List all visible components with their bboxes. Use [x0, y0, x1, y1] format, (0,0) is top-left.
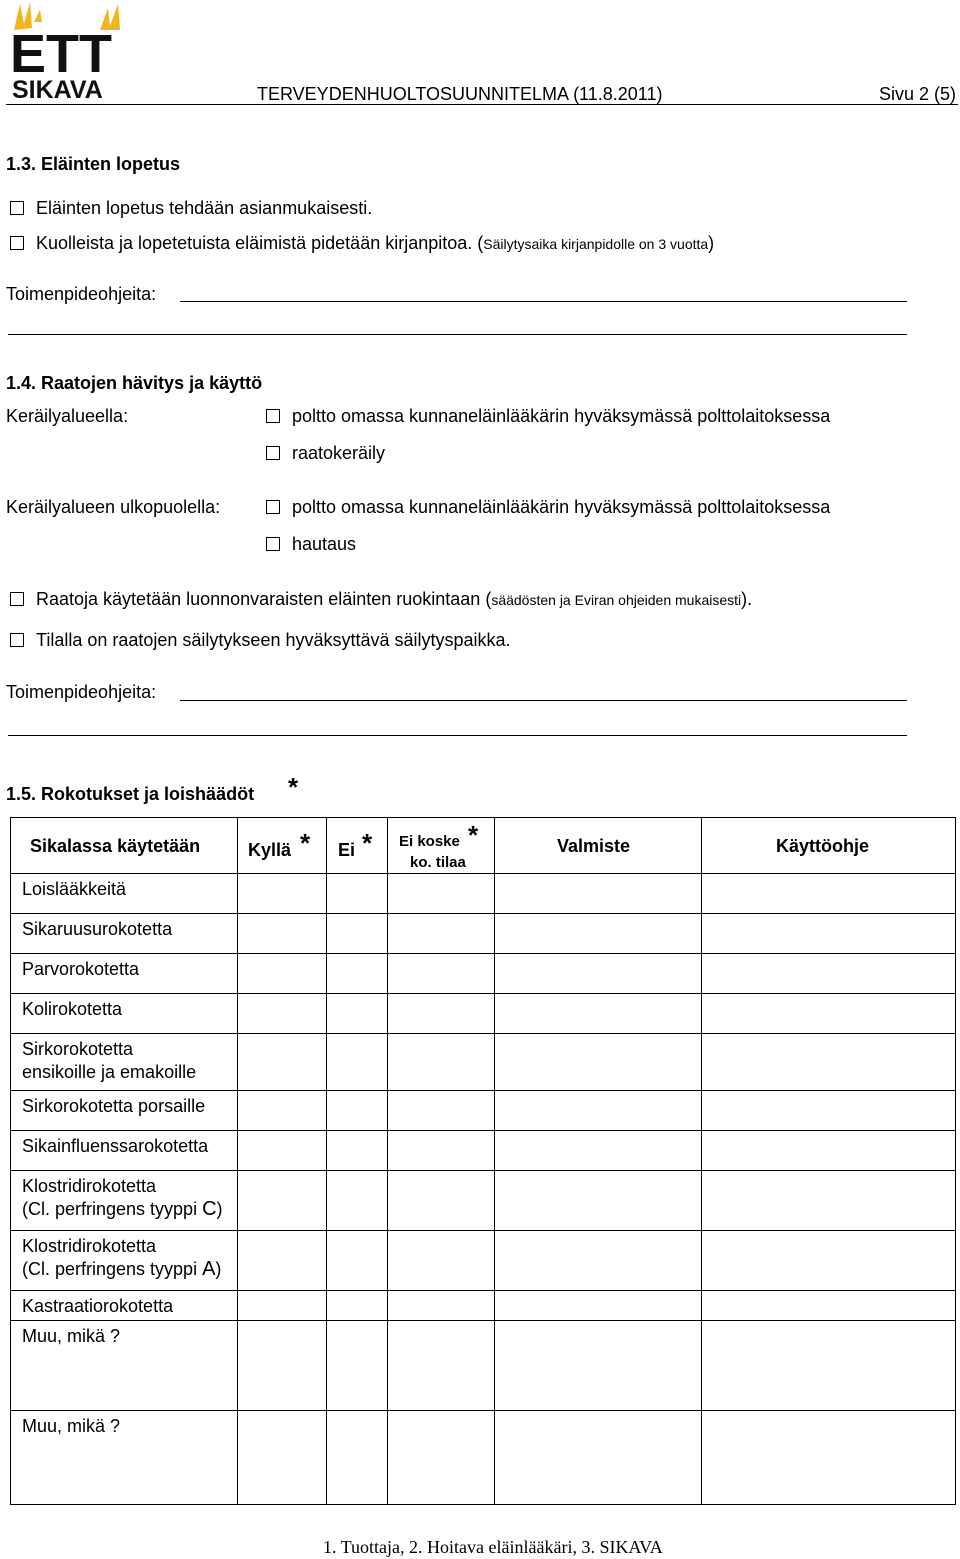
cell-yes[interactable]: [238, 954, 327, 994]
checkbox-label: hautaus: [292, 534, 357, 554]
cell-usage[interactable]: [702, 1034, 956, 1091]
table-header-row: [11, 818, 956, 874]
table-row: [11, 874, 956, 914]
cell-na[interactable]: [388, 874, 495, 914]
checkbox-label: Tilalla on raatojen säilytykseen hyväksyttävä säilytyspaikka.: [36, 630, 511, 650]
cell-yes[interactable]: [238, 914, 327, 954]
cell-yes[interactable]: [238, 1411, 327, 1505]
checkbox-row-kirjanpito: [10, 233, 714, 254]
type-letter: C: [202, 1198, 217, 1220]
cell-no[interactable]: [327, 1091, 388, 1131]
cell-usage[interactable]: [702, 1291, 956, 1321]
row-label: Sikainfluenssarokotetta: [22, 1136, 209, 1156]
note-paren-close: ): [708, 233, 715, 253]
cell-product[interactable]: [495, 1131, 702, 1171]
logo-graphic: [4, 0, 128, 104]
row-label: [11, 1231, 237, 1281]
cell-no[interactable]: [327, 914, 388, 954]
cell-usage[interactable]: [702, 1321, 956, 1411]
cell-yes[interactable]: [238, 874, 327, 914]
row-label-paren: ): [216, 1199, 223, 1219]
checkbox-row-wild-feeding: [10, 589, 752, 610]
cell-usage[interactable]: [702, 994, 956, 1034]
row-label: Sirkorokotetta porsaille: [22, 1096, 206, 1116]
cell-yes[interactable]: [238, 1171, 327, 1231]
checkbox-row-lopetus: [10, 198, 372, 219]
asterisk: *: [288, 772, 299, 802]
cell-no[interactable]: [327, 1291, 388, 1321]
table-row: [11, 994, 956, 1034]
checkbox-row-inside-incineration: [266, 406, 830, 427]
asterisk: *: [362, 828, 373, 858]
cell-no[interactable]: [327, 1231, 388, 1291]
checkbox-row-burial: [266, 534, 356, 555]
cell-no[interactable]: [327, 1034, 388, 1091]
instructions-line[interactable]: [8, 735, 907, 736]
cell-product[interactable]: [495, 994, 702, 1034]
cell-na[interactable]: [388, 1034, 495, 1091]
table-row: [11, 914, 956, 954]
checkbox[interactable]: [10, 592, 24, 606]
cell-product[interactable]: [495, 1091, 702, 1131]
cell-usage[interactable]: [702, 1411, 956, 1505]
table-row: [11, 1131, 956, 1171]
cell-yes[interactable]: [238, 1034, 327, 1091]
checkbox[interactable]: [10, 201, 24, 215]
cell-na[interactable]: [388, 914, 495, 954]
cell-no[interactable]: [327, 874, 388, 914]
asterisk: *: [300, 828, 311, 858]
outside-area-label: Keräilyalueen ulkopuolella:: [6, 497, 221, 517]
ett-sikava-logo: [4, 0, 128, 104]
checkbox[interactable]: [10, 633, 24, 647]
checkbox-row-collection: [266, 443, 385, 464]
row-label-paren: ): [215, 1259, 222, 1279]
cell-no[interactable]: [327, 1131, 388, 1171]
page-number: Sivu 2 (5): [878, 84, 956, 104]
note-paren-open: (: [480, 589, 492, 609]
row-label: Muu, mikä ?: [22, 1326, 121, 1346]
cell-na[interactable]: [388, 1411, 495, 1505]
cell-yes[interactable]: [238, 1091, 327, 1131]
cell-usage[interactable]: [702, 1171, 956, 1231]
cell-na[interactable]: [388, 994, 495, 1034]
instructions-label: Toimenpideohjeita:: [6, 682, 157, 702]
table-row: [11, 1411, 956, 1505]
col-header-yes: [238, 818, 327, 874]
asterisk: *: [468, 820, 479, 850]
col-header-no-label: Ei: [338, 840, 356, 860]
cell-no[interactable]: [327, 1171, 388, 1231]
row-label-line1: Sirkorokotetta: [22, 1039, 134, 1059]
col-header-na-line1: Ei koske: [399, 833, 460, 850]
cell-no[interactable]: [327, 1321, 388, 1411]
col-header-usage: [702, 818, 956, 874]
row-label: Parvorokotetta: [22, 959, 140, 979]
row-label: Loislääkkeitä: [22, 879, 127, 899]
checkbox-label: poltto omassa kunnaneläinlääkärin hyväksymässä polttolaitoksessa: [292, 406, 831, 426]
col-header-na-line2: ko. tilaa: [410, 854, 466, 871]
vaccination-table: [10, 817, 956, 1505]
checkbox-label: poltto omassa kunnaneläinlääkärin hyväksymässä polttolaitoksessa: [292, 497, 831, 517]
checkbox[interactable]: [266, 537, 280, 551]
col-header-used: [11, 818, 238, 874]
cell-usage[interactable]: [702, 914, 956, 954]
cell-no[interactable]: [327, 1411, 388, 1505]
cell-product[interactable]: [495, 1231, 702, 1291]
instructions-line[interactable]: [180, 301, 907, 302]
footer-legend: 1. Tuottaja, 2. Hoitava eläinlääkäri, 3. SIKAVA: [323, 1537, 663, 1557]
table-row: [11, 1291, 956, 1321]
logo-text-sikava: SIKAVA: [12, 76, 103, 104]
header-divider: [6, 104, 958, 105]
cell-product[interactable]: [495, 914, 702, 954]
row-label: Muu, mikä ?: [22, 1416, 121, 1436]
cell-no[interactable]: [327, 954, 388, 994]
cell-product[interactable]: [495, 1411, 702, 1505]
cell-usage[interactable]: [702, 1231, 956, 1291]
row-label: Kastraatiorokotetta: [22, 1296, 174, 1316]
regulation-note: säädösten ja Eviran ohjeiden mukaisesti: [491, 592, 742, 608]
type-letter: A: [202, 1258, 216, 1280]
table-row: [11, 1321, 956, 1411]
col-header-product-label: Valmiste: [557, 836, 631, 856]
cell-product[interactable]: [495, 1321, 702, 1411]
row-label: [11, 1171, 237, 1221]
checkbox[interactable]: [266, 500, 280, 514]
retention-note: Säilytysaika kirjanpidolle on 3 vuotta: [483, 236, 709, 252]
cell-na[interactable]: [388, 1231, 495, 1291]
checkbox[interactable]: [266, 409, 280, 423]
note-paren-close: ).: [741, 589, 753, 609]
checkbox-row-outside-incineration: [266, 497, 830, 518]
cell-usage[interactable]: [702, 874, 956, 914]
row-label: Sikaruusurokotetta: [22, 919, 173, 939]
row-label-line1: Klostridirokotetta: [22, 1176, 157, 1196]
table-row: [11, 1171, 956, 1231]
row-label-line2: ensikoille ja emakoille: [22, 1062, 197, 1082]
cell-na[interactable]: [388, 1321, 495, 1411]
cell-yes[interactable]: [238, 1321, 327, 1411]
row-label: [11, 1034, 237, 1084]
document-title: TERVEYDENHUOLTOSUUNNITELMA (11.8.2011): [257, 84, 663, 104]
col-header-not-applicable: [388, 818, 495, 874]
instructions-line[interactable]: [8, 334, 907, 335]
col-header-usage-label: Käyttöohje: [776, 836, 870, 856]
checkbox-label: raatokeräily: [292, 443, 386, 463]
cell-product[interactable]: [495, 1034, 702, 1091]
checkbox[interactable]: [266, 446, 280, 460]
checkbox-label: Raatoja käytetään luonnonvaraisten eläinten ruokintaan: [36, 589, 481, 609]
instructions-line[interactable]: [180, 700, 907, 701]
col-header-yes-label: Kyllä: [248, 840, 292, 860]
cell-product[interactable]: [495, 1291, 702, 1321]
col-header-product: [495, 818, 702, 874]
row-label-line2: (Cl. perfringens tyyppi: [22, 1259, 203, 1279]
table-row: [11, 1231, 956, 1291]
cell-no[interactable]: [327, 994, 388, 1034]
inside-area-label: Keräilyalueella:: [6, 406, 129, 426]
checkbox-label: Eläinten lopetus tehdään asianmukaisesti.: [36, 198, 373, 218]
checkbox-row-storage: [10, 630, 511, 651]
cell-yes[interactable]: [238, 1231, 327, 1291]
instructions-label: Toimenpideohjeita:: [6, 284, 157, 304]
section-1-3-title: 1.3. Eläinten lopetus: [6, 154, 181, 174]
table-row: [11, 1034, 956, 1091]
cell-usage[interactable]: [702, 954, 956, 994]
cell-usage[interactable]: [702, 1131, 956, 1171]
cell-na[interactable]: [388, 1131, 495, 1171]
cell-product[interactable]: [495, 874, 702, 914]
section-1-5-title: 1.5. Rokotukset ja loishäädöt: [6, 784, 255, 804]
cell-na[interactable]: [388, 1171, 495, 1231]
row-label-line2: (Cl. perfringens tyyppi: [22, 1199, 203, 1219]
cell-na[interactable]: [388, 1291, 495, 1321]
table-row: [11, 1091, 956, 1131]
note-paren-open: (: [472, 233, 484, 253]
cell-yes[interactable]: [238, 994, 327, 1034]
cell-usage[interactable]: [702, 1091, 956, 1131]
cell-product[interactable]: [495, 1171, 702, 1231]
checkbox-label: Kuolleista ja lopetetuista eläimistä pidetään kirjanpitoa.: [36, 233, 473, 253]
cell-product[interactable]: [495, 954, 702, 994]
cell-na[interactable]: [388, 954, 495, 994]
checkbox[interactable]: [10, 236, 24, 250]
row-label: Kolirokotetta: [22, 999, 123, 1019]
section-1-4-title: 1.4. Raatojen hävitys ja käyttö: [6, 373, 263, 393]
cell-na[interactable]: [388, 1091, 495, 1131]
col-header-used-label: Sikalassa käytetään: [30, 836, 201, 856]
col-header-no: [327, 818, 388, 874]
table-row: [11, 954, 956, 994]
cell-yes[interactable]: [238, 1291, 327, 1321]
cell-yes[interactable]: [238, 1131, 327, 1171]
row-label-line1: Klostridirokotetta: [22, 1236, 157, 1256]
logo-text-ett: ETT: [10, 24, 112, 84]
